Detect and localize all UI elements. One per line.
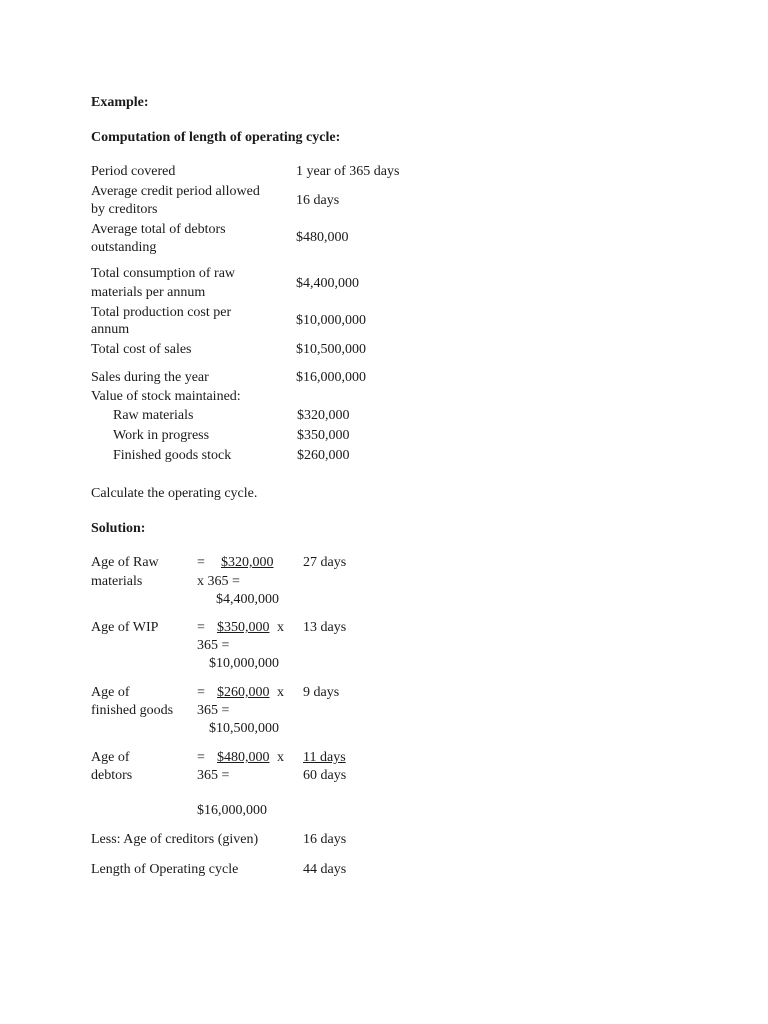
fg-age-label-line2: finished goods bbox=[91, 703, 174, 718]
production-cost-value: $10,000,000 bbox=[296, 313, 366, 328]
section-heading: Computation of length of operating cycle: bbox=[91, 130, 341, 145]
debtors-result: 11 days bbox=[303, 750, 346, 765]
stock-item-label: Finished goods stock bbox=[113, 448, 232, 463]
sales-label: Sales during the year bbox=[91, 370, 209, 385]
debtors-numerator: $480,000 bbox=[217, 750, 270, 765]
raw-denominator: $4,400,000 bbox=[216, 592, 279, 607]
stock-item-value: $350,000 bbox=[297, 428, 350, 443]
raw-result: 27 days bbox=[303, 555, 347, 570]
debtors-equals-sign: = bbox=[197, 750, 205, 765]
cost-of-sales-value: $10,500,000 bbox=[296, 342, 366, 357]
wip-multiplier: 365 = bbox=[197, 638, 230, 653]
debtors-age-label-line1: Age of bbox=[91, 750, 130, 765]
production-cost-label-line1: Total production cost per bbox=[91, 305, 232, 320]
wip-equals-sign: = bbox=[197, 620, 205, 635]
cost-of-sales-label: Total cost of sales bbox=[91, 342, 192, 357]
debtors-times-sign: x bbox=[277, 750, 284, 765]
raw-consumption-label-line2: materials per annum bbox=[91, 285, 206, 300]
credit-label-line1: Average credit period allowed bbox=[91, 184, 260, 199]
stock-label: Value of stock maintained: bbox=[91, 389, 241, 404]
fg-multiplier: 365 = bbox=[197, 703, 230, 718]
debtors-multiplier: 365 = bbox=[197, 768, 230, 783]
operating-cycle-value: 44 days bbox=[303, 862, 347, 877]
wip-result: 13 days bbox=[303, 620, 347, 635]
raw-equals-sign: = bbox=[197, 555, 205, 570]
debtors-denominator: $16,000,000 bbox=[197, 803, 267, 818]
stock-item-label: Work in progress bbox=[113, 428, 210, 443]
fg-result: 9 days bbox=[303, 685, 340, 700]
raw-consumption-value: $4,400,000 bbox=[296, 276, 359, 291]
credit-label-line2: by creditors bbox=[91, 202, 158, 217]
fg-times-sign: x bbox=[277, 685, 284, 700]
stock-item-value: $320,000 bbox=[297, 408, 350, 423]
stock-item-value: $260,000 bbox=[297, 448, 350, 463]
period-label: Period covered bbox=[91, 164, 176, 179]
less-creditors-label: Less: Age of creditors (given) bbox=[91, 832, 259, 847]
credit-value: 16 days bbox=[296, 193, 340, 208]
fg-denominator: $10,500,000 bbox=[209, 721, 279, 736]
operating-cycle-label: Length of Operating cycle bbox=[91, 862, 239, 877]
wip-numerator: $350,000 bbox=[217, 620, 270, 635]
raw-age-label-line2: materials bbox=[91, 574, 143, 589]
fg-equals-sign: = bbox=[197, 685, 205, 700]
debtors-label-line2: outstanding bbox=[91, 240, 157, 255]
less-creditors-value: 16 days bbox=[303, 832, 347, 847]
raw-age-label-line1: Age of Raw bbox=[91, 555, 159, 570]
subtotal-value: 60 days bbox=[303, 768, 347, 783]
period-value: 1 year of 365 days bbox=[296, 164, 400, 179]
fg-age-label-line1: Age of bbox=[91, 685, 130, 700]
stock-item-label: Raw materials bbox=[113, 408, 194, 423]
sales-value: $16,000,000 bbox=[296, 370, 366, 385]
fg-numerator: $260,000 bbox=[217, 685, 270, 700]
raw-multiplier: x 365 = bbox=[197, 574, 240, 589]
debtors-age-label-line2: debtors bbox=[91, 768, 133, 783]
raw-numerator: $320,000 bbox=[221, 555, 274, 570]
production-cost-label-line2: annum bbox=[91, 322, 130, 337]
raw-consumption-label-line1: Total consumption of raw bbox=[91, 266, 236, 281]
example-heading: Example: bbox=[91, 95, 149, 110]
question-text: Calculate the operating cycle. bbox=[91, 486, 258, 501]
wip-times-sign: x bbox=[277, 620, 284, 635]
debtors-label-line1: Average total of debtors bbox=[91, 222, 226, 237]
wip-age-label: Age of WIP bbox=[91, 620, 159, 635]
wip-denominator: $10,000,000 bbox=[209, 656, 279, 671]
debtors-value: $480,000 bbox=[296, 230, 349, 245]
solution-heading: Solution: bbox=[91, 521, 146, 536]
